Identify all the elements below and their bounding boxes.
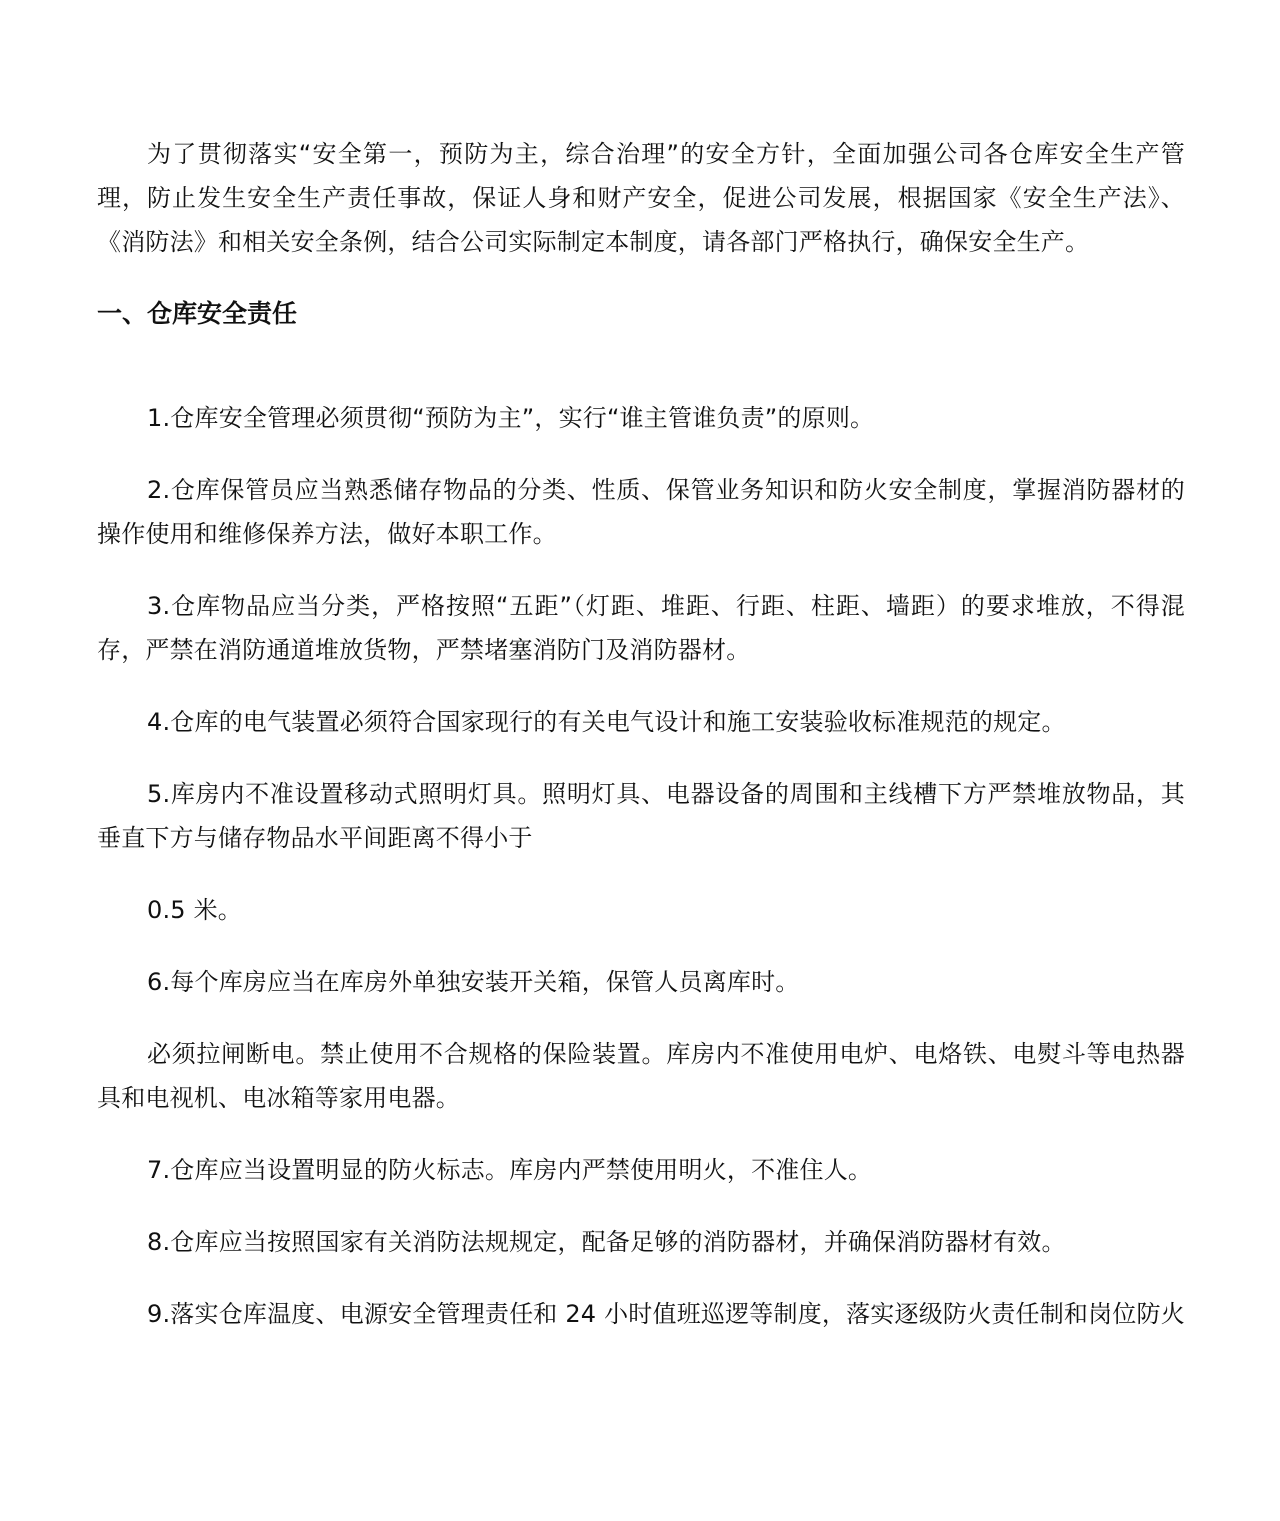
intro-paragraph: 为了贯彻落实“安全第一，预防为主，综合治理”的安全方针，全面加强公司各仓库安全生产管理，防止发生安全生产责任事故，保证人身和财产安全，促进公司发展，根据国家《安全生产法》、《消防法》和相关安全条例，结合公司实际制定本制度，请各部门严格执行，确保安全生产。 (97, 140, 1185, 256)
document-page (97, 132, 1185, 1364)
section-heading: 一、仓库安全责任 (97, 299, 298, 328)
list-item: 2.仓库保管员应当熟悉储存物品的分类、性质、保管业务知识和防火安全制度，掌握消防器材的操作使用和维修保养方法，做好本职工作。 (97, 476, 1185, 548)
list-item: 8.仓库应当按照国家有关消防法规规定，配备足够的消防器材，并确保消防器材有效。 (147, 1228, 1066, 1256)
list-item: 1.仓库安全管理必须贯彻“预防为主”，实行“谁主管谁负责”的原则。 (147, 404, 875, 432)
list-item: 5.库房内不准设置移动式照明灯具。照明灯具、电器设备的周围和主线槽下方严禁堆放物品，其垂直下方与储存物品水平间距离不得小于 (97, 780, 1185, 852)
list-item: 必须拉闸断电。禁止使用不合规格的保险装置。库房内不准使用电炉、电烙铁、电熨斗等电热器具和电视机、电冰箱等家用电器。 (97, 1040, 1185, 1112)
list-item: 0.5 米。 (147, 896, 242, 924)
list-item: 7.仓库应当设置明显的防火标志。库房内严禁使用明火，不准住人。 (147, 1156, 873, 1184)
list-item: 4.仓库的电气装置必须符合国家现行的有关电气设计和施工安装验收标准规范的规定。 (147, 708, 1066, 736)
list-item: 6.每个库房应当在库房外单独安装开关箱，保管人员离库时。 (147, 968, 800, 996)
list-item: 9.落实仓库温度、电源安全管理责任和 24 小时值班巡逻等制度，落实逐级防火责任制和岗位防火 (147, 1300, 1185, 1328)
list-item: 3.仓库物品应当分类，严格按照“五距”（灯距、堆距、行距、柱距、墙距）的要求堆放，不得混存，严禁在消防通道堆放货物，严禁堵塞消防门及消防器材。 (97, 592, 1185, 664)
